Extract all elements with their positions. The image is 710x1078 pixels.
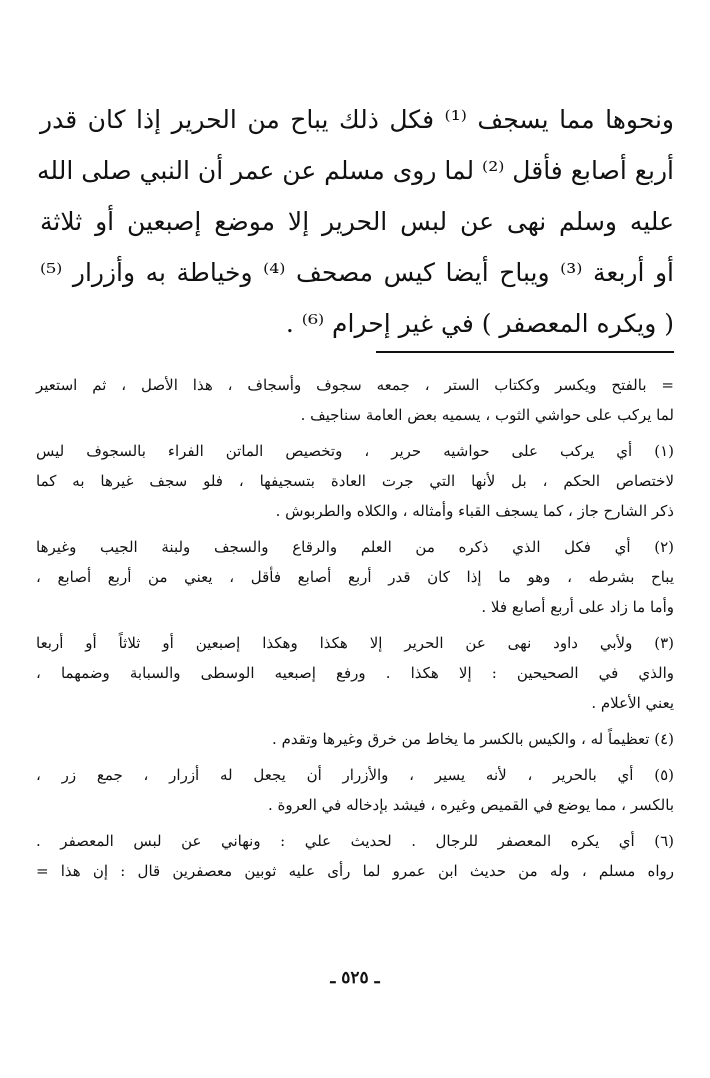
footnote-6 xyxy=(36,826,674,886)
footnote-line: يعني الأعلام . xyxy=(591,694,674,712)
main-text-line: أو أربعة ⁽³⁾ ويباح أيضا كيس مصحف ⁽⁴⁾ وخياطة به وأزرار ⁽⁵⁾ xyxy=(40,258,674,287)
main-text-line: عليه وسلم نهى عن لبس الحرير إلا موضع إصبعين أو ثلاثة xyxy=(40,207,674,236)
main-text-line: أربع أصابع فأقل ⁽²⁾ لما روى مسلم عن عمر أن النبي صلى الله xyxy=(37,156,674,185)
footnote-2 xyxy=(36,532,674,622)
footnote-continuation xyxy=(36,370,674,430)
footnote-line: يباح بشرطه ، وهو ما إذا كان قدر أربع أصابع فأقل ، يعني من أربع أصابع ، xyxy=(36,568,674,586)
footnote-line: (١) أي يركب على حواشيه حرير ، وتخصيص الماتن الفراء بالسجوف ليس xyxy=(36,442,674,460)
footnote-line: والذي في الصحيحين : إلا هكذا . ورفع إصبعيه الوسطى والسبابة وضمهما ، xyxy=(36,664,674,682)
footnote-5 xyxy=(36,760,674,820)
footnote-line: وأما ما زاد على أربع أصابع فلا . xyxy=(481,598,674,616)
page-number: ـ ٥٢٥ ـ xyxy=(330,968,380,988)
footnote-line: (٣) ولأبي داود نهى عن الحرير إلا هكذا وهكذا إصبعين أو ثلاثاً أو أربعا xyxy=(36,634,674,652)
footnote-line: (٤) تعظيماً له ، والكيس بالكسر ما يخاط من خرق وغيرها وتقدم . xyxy=(272,730,674,748)
footnote-1 xyxy=(36,436,674,526)
footnote-line: لما يركب على حواشي الثوب ، يسميه بعض العامة سناجيف . xyxy=(300,406,674,424)
footnote-line: بالكسر ، مما يوضع في القميص وغيره ، فيشد بإدخاله في العروة . xyxy=(267,796,674,814)
main-text-line: ونحوها مما يسجف ⁽¹⁾ فكل ذلك يباح من الحرير إذا كان قدر xyxy=(40,105,675,134)
main-text xyxy=(37,94,675,349)
footnote-3 xyxy=(36,628,674,718)
footnote-line: (٢) أي فكل الذي ذكره من العلم والرقاع والسجف ولبنة الجيب وغيرها xyxy=(36,538,674,556)
footnote-line: (٥) أي بالحرير ، لأنه يسير ، والأزرار أن يجعل له أزرار ، جمع زر ، xyxy=(36,766,674,784)
footnote-line: ذكر الشارح جاز ، كما يسجف القباء وأمثاله ، والكلاه والطربوش . xyxy=(275,502,674,520)
footnote-line: (٦) أي يكره المعصفر للرجال . لحديث علي : ونهاني عن لبس المعصفر . xyxy=(36,832,674,850)
footnote-divider xyxy=(376,351,674,353)
footnote-line: لاختصاص الحكم ، بل لأنها التي جرت العادة بتسجيفها ، فلو سجف غيرها به كما xyxy=(36,472,674,490)
footnote-line: = بالفتح ويكسر وككتاب الستر ، جمعه سجوف وأسجاف ، هذا الأصل ، ثم استعير xyxy=(36,376,674,394)
footnotes-section xyxy=(36,370,674,892)
main-text-line: ( ويكره المعصفر ) في غير إحرام ⁽⁶⁾ . xyxy=(285,309,674,338)
footnote-4 xyxy=(36,724,674,754)
footnote-line: رواه مسلم ، وله من حديث ابن عمرو لما رأى عليه ثوبين معصفرين قال : إن هذا = xyxy=(36,862,674,880)
